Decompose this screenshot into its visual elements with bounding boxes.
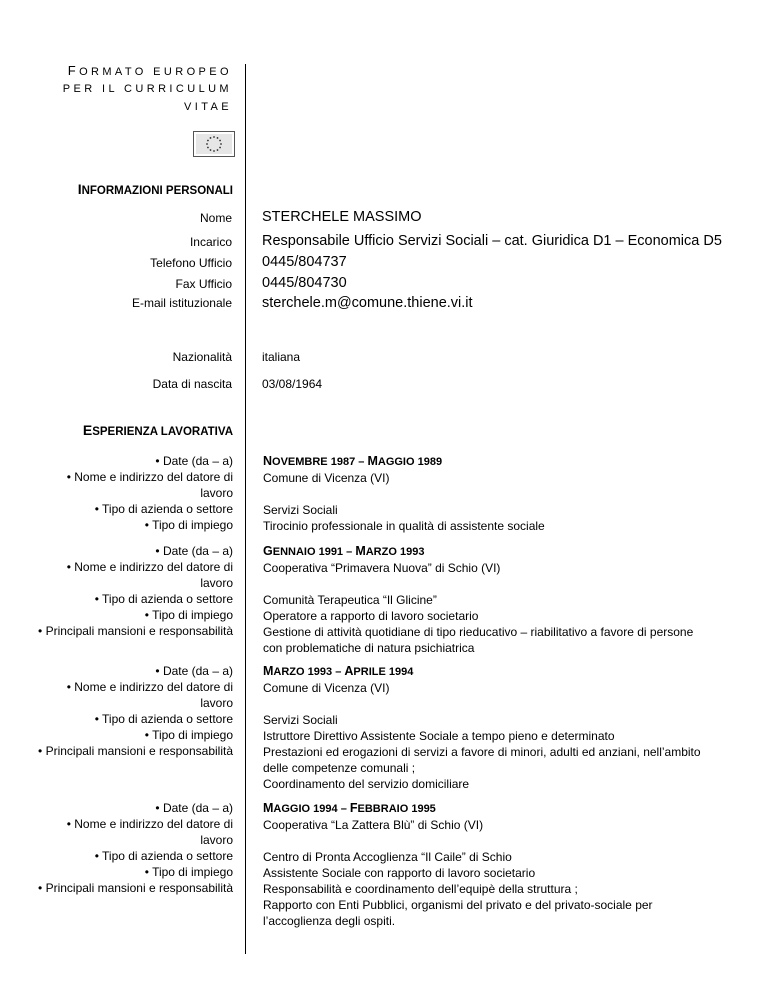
job-field-label: • Principali mansioni e responsabilità <box>38 744 233 758</box>
job-sector: Servizi Sociali <box>263 503 338 517</box>
job-field-label: • Tipo di azienda o settore <box>94 592 233 606</box>
cv-title-line-2: PER IL CURRICULUM <box>62 83 232 95</box>
job-field-label: • Date (da – a) <box>155 801 233 815</box>
job-field-label: • Date (da – a) <box>155 544 233 558</box>
flag-star <box>210 137 212 139</box>
job-field-label: • Tipo di azienda o settore <box>94 712 233 726</box>
job-duty: Responsabilità e coordinamento dell’equipè della struttura ; <box>263 882 578 896</box>
label-data-nascita: Data di nascita <box>152 377 232 391</box>
job-entry <box>263 453 713 534</box>
job-type: Assistente Sociale con rapporto di lavoro societario <box>263 866 536 880</box>
job-field-label: lavoro <box>200 486 233 500</box>
value-email[interactable]: sterchele.m@comune.thiene.vi.it <box>262 295 473 311</box>
job-entry <box>263 543 713 656</box>
job-field-label: • Nome e indirizzo del datore di <box>66 470 233 484</box>
job-type: Istruttore Direttivo Assistente Sociale a tempo pieno e determinato <box>263 729 615 743</box>
job-entry <box>263 800 713 929</box>
flag-star <box>206 143 208 145</box>
job-sector: Centro di Pronta Accoglienza “Il Caile” di Schio <box>263 850 512 864</box>
job-field-label: • Tipo di azienda o settore <box>94 502 233 516</box>
flag-star <box>217 149 219 151</box>
section-title-experience: ESPERIENZA LAVORATIVA <box>82 422 233 438</box>
flag-star <box>210 149 212 151</box>
job-date: GENNAIO 1991 – MARZO 1993 <box>263 544 425 558</box>
value-nazionalita: italiana <box>262 350 301 364</box>
job-duty: Prestazioni ed erogazioni di servizi a favore di minori, adulti ed anziani, nell’ambito delle competenze comunali ; <box>263 745 701 775</box>
job-field-label: • Tipo di azienda o settore <box>94 849 233 863</box>
job-field-label: • Date (da – a) <box>155 454 233 468</box>
section-title-personal: INFORMAZIONI PERSONALI <box>77 181 233 197</box>
job-field-label: • Tipo di impiego <box>144 518 233 532</box>
job-field-label: • Principali mansioni e responsabilità <box>38 881 233 895</box>
job-field-label: • Nome e indirizzo del datore di <box>66 560 233 574</box>
job-sector: Comunità Terapeutica “Il Glicine” <box>263 593 437 607</box>
job-employer: Cooperativa “Primavera Nuova” di Schio (VI) <box>263 561 501 575</box>
job-labels <box>0 663 233 759</box>
job-field-label: • Tipo di impiego <box>144 728 233 742</box>
job-field-label: • Date (da – a) <box>155 664 233 678</box>
job-entry <box>263 663 713 792</box>
value-incarico: Responsabile Ufficio Servizi Sociali – cat. Giuridica D1 – Economica D5 <box>262 233 722 249</box>
job-date: MAGGIO 1994 – FEBBRAIO 1995 <box>263 801 436 815</box>
label-telefono: Telefono Ufficio <box>150 256 232 270</box>
column-divider <box>245 64 246 954</box>
label-incarico: Incarico <box>189 235 232 249</box>
value-telefono: 0445/804737 <box>262 254 347 270</box>
cv-title-line-1: FORMATO EUROPEO <box>67 63 232 78</box>
job-labels <box>0 453 233 533</box>
value-fax: 0445/804730 <box>262 275 347 291</box>
flag-star <box>213 150 215 152</box>
cv-title-line-3: VITAE <box>184 101 232 113</box>
job-labels <box>0 543 233 639</box>
job-labels <box>0 800 233 896</box>
job-field-label: lavoro <box>200 696 233 710</box>
job-sector: Servizi Sociali <box>263 713 338 727</box>
value-nome: STERCHELE MASSIMO <box>262 209 422 225</box>
job-field-label: • Principali mansioni e responsabilità <box>38 624 233 638</box>
job-type: Tirocinio professionale in qualità di assistente sociale <box>263 519 545 533</box>
flag-star <box>219 140 221 142</box>
job-field-label: • Nome e indirizzo del datore di <box>66 680 233 694</box>
label-nazionalita: Nazionalità <box>172 350 232 364</box>
job-duty: Coordinamento del servizio domiciliare <box>263 777 470 791</box>
job-duty: Rapporto con Enti Pubblici, organismi del privato e del privato-sociale per l’accoglienza degli ospiti. <box>263 898 653 928</box>
job-field-label: lavoro <box>200 576 233 590</box>
label-fax: Fax Ufficio <box>175 277 232 291</box>
flag-star <box>220 143 222 145</box>
flag-star <box>213 136 215 138</box>
job-date: NOVEMBRE 1987 – MAGGIO 1989 <box>263 454 443 468</box>
flag-star <box>207 147 209 149</box>
job-employer: Comune di Vicenza (VI) <box>263 681 390 695</box>
flag-star <box>207 140 209 142</box>
job-duty: Gestione di attività quotidiane di tipo rieducativo – riabilitativo a favore di persone con problematiche di natura psichiatrica <box>263 625 694 655</box>
job-field-label: • Tipo di impiego <box>144 608 233 622</box>
job-employer: Comune di Vicenza (VI) <box>263 471 390 485</box>
job-field-label: lavoro <box>200 833 233 847</box>
eu-flag-icon <box>193 131 235 157</box>
value-data-nascita: 03/08/1964 <box>262 377 323 391</box>
label-email: E-mail istituzionale <box>131 296 232 310</box>
job-employer: Cooperativa “La Zattera Blù” di Schio (VI) <box>263 818 484 832</box>
job-type: Operatore a rapporto di lavoro societario <box>263 609 479 623</box>
job-date: MARZO 1993 – APRILE 1994 <box>263 664 414 678</box>
label-nome: Nome <box>199 211 232 225</box>
flag-star <box>219 147 221 149</box>
job-field-label: • Tipo di impiego <box>144 865 233 879</box>
job-field-label: • Nome e indirizzo del datore di <box>66 817 233 831</box>
flag-star <box>217 137 219 139</box>
